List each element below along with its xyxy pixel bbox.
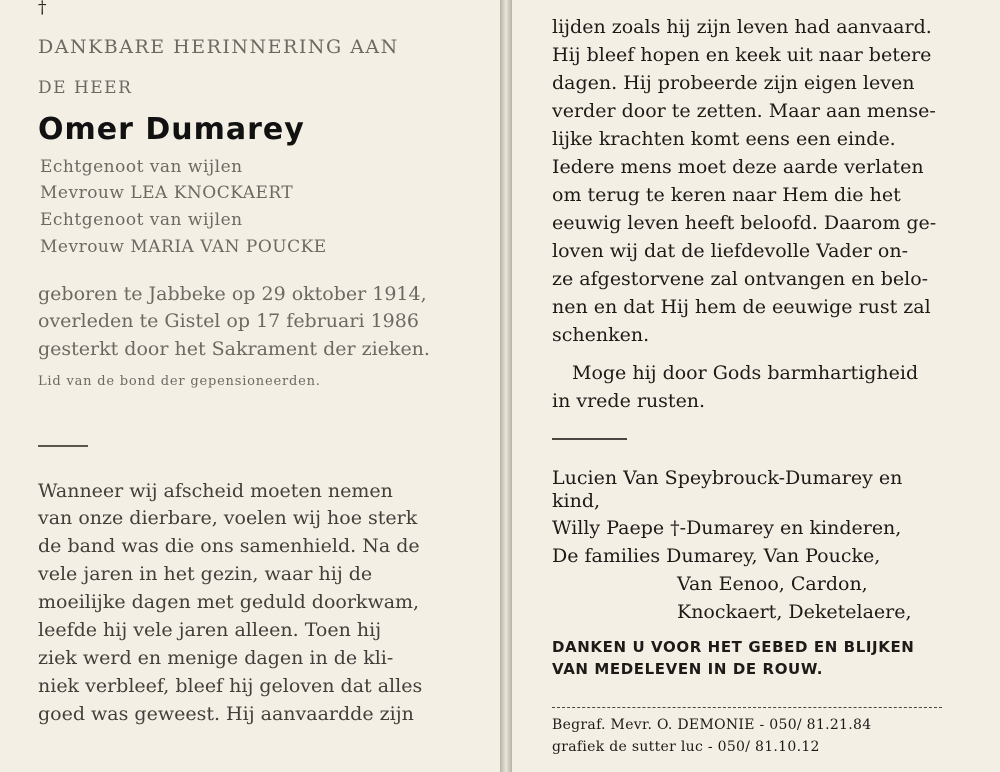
membership-line: Lid van de bond der gepensioneerden. [38,374,321,389]
divider [552,438,627,440]
thanks-line: VAN MEDELEVEN IN DE ROUW. [552,660,824,678]
body-line: nen en dat Hij hem de eeuwige rust zal [552,296,931,318]
family-line: Knockaert, Deketelaere, [677,601,912,623]
footer-rule [552,707,942,709]
body-line: vele jaren in het gezin, waar hij de [38,563,373,585]
prayer-line: Moge hij door Gods barmhartigheid [572,362,919,384]
heading-remembrance: DANKBARE HERINNERING AAN [38,36,399,58]
family-line: De families Dumarey, Van Poucke, [552,545,881,567]
family-line: Willy Paepe †-Dumarey en kinderen, [552,517,902,539]
body-line: ze afgestorvene zal ontvangen en belo- [552,268,929,290]
birth-line: geboren te Jabbeke op 29 oktober 1914, [38,283,427,305]
prayer-line: in vrede rusten. [552,390,706,412]
body-line: leefde hij vele jaren alleen. Toen hij [38,619,382,641]
divider [38,445,88,447]
body-line: ziek werd en menige dagen in de kli- [38,647,394,669]
body-line: schenken. [552,324,650,346]
body-line: moeilijke dagen met geduld doorkwam, [38,591,420,613]
spouse1-label: Echtgenoot van wijlen [40,157,243,177]
body-line: verder door te zetten. Maar aan mense- [552,100,936,122]
body-line: de band was die ons samenhield. Na de [38,535,420,557]
heading-title: DE HEER [38,78,133,98]
printer-credit: grafiek de sutter luc - 050/ 81.10.12 [552,739,820,755]
body-line: loven wij dat de liefdevolle Vader on- [552,240,909,262]
thanks-line: DANKEN U VOOR HET GEBED EN BLIJKEN [552,638,915,656]
body-line: lijden zoals hij zijn leven had aanvaard. [552,16,932,38]
cross-symbol: † [38,0,47,18]
family-line: kind, [552,490,601,512]
body-line: niek verbleef, bleef hij geloven dat alles [38,675,423,697]
right-page [512,0,1000,772]
printer-credit: Begraf. Mevr. O. DEMONIE - 050/ 81.21.84 [552,717,872,733]
page-fold [500,0,512,772]
body-line: Iedere mens moet deze aarde verlaten [552,156,924,178]
spouse2-name: Mevrouw MARIA VAN POUCKE [40,237,327,257]
death-line: overleden te Gistel op 17 februari 1986 [38,310,419,332]
family-line: Lucien Van Speybrouck-Dumarey en [552,467,903,489]
body-line: lijke krachten komt eens een einde. [552,128,896,150]
spouse2-label: Echtgenoot van wijlen [40,210,243,230]
body-line: van onze dierbare, voelen wij hoe sterk [38,507,418,529]
family-line: Van Eenoo, Cardon, [677,573,868,595]
body-line: om terug te keren naar Hem die het [552,184,901,206]
body-line: eeuwig leven heeft beloofd. Daarom ge- [552,212,937,234]
body-line: dagen. Hij probeerde zijn eigen leven [552,72,915,94]
sacrament-line: gesterkt door het Sakrament der zieken. [38,338,430,360]
deceased-name: Omer Dumarey [38,112,305,147]
body-line: Hij bleef hopen en keek uit naar betere [552,44,932,66]
body-line: goed was geweest. Hij aanvaardde zijn [38,703,414,725]
body-line: Wanneer wij afscheid moeten nemen [38,480,393,502]
spouse1-name: Mevrouw LEA KNOCKAERT [40,183,294,203]
